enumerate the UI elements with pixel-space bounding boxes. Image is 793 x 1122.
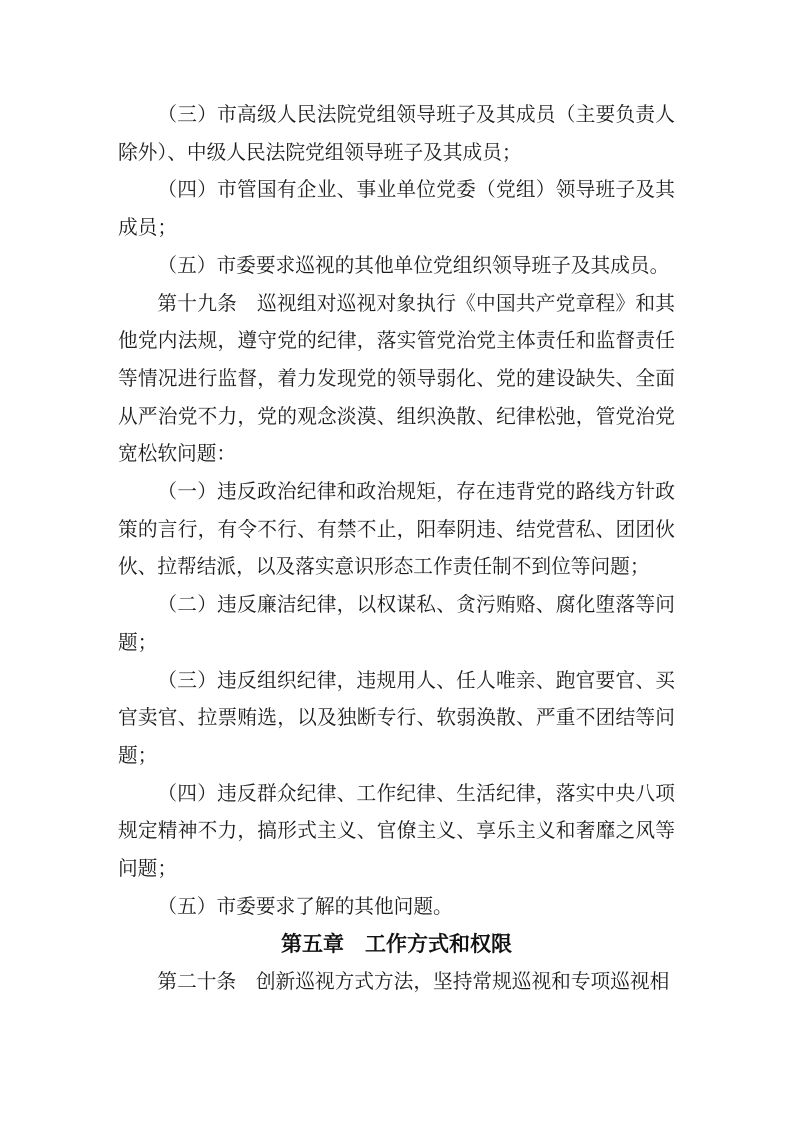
paragraph-target-other-units: （五）市委要求巡视的其他单位党组织领导班子及其成员。 [157,254,670,277]
paragraph-article-20: 第二十条 创新巡视方式方法，坚持常规巡视和专项巡视相 [157,971,670,994]
paragraph-item-4-conduct: （四）违反群众纪律、工作纪律、生活纪律，落实中央八项规定精神不力，搞形式主义、官僚主义、享乐主义和奢靡之风等问题； [118,782,675,881]
chapter-5-heading: 第五章 工作方式和权限 [281,933,512,957]
paragraph-item-5-other: （五）市委要求了解的其他问题。 [157,895,453,918]
document-text-block [118,97,675,1002]
paragraph-item-2-integrity: （二）违反廉洁纪律，以权谋私、贪污贿赂、腐化堕落等问题； [118,594,675,654]
paragraph-target-enterprises: （四）市管国有企业、事业单位党委（党组）领导班子及其成员； [118,179,675,240]
paragraph-item-3-organization: （三）违反组织纪律，违规用人、任人唯亲、跑官要官、买官卖官、拉票贿选，以及独断专行、软弱涣散、严重不团结等问题； [118,669,675,767]
paragraph-target-court: （三）市高级人民法院党组领导班子及其成员（主要负责人除外）、中级人民法院党组领导班子及其成员； [118,104,675,164]
paragraph-item-1-political: （一）违反政治纪律和政治规矩，存在违背党的路线方针政策的言行，有令不行、有禁不止，阳奉阴违、结党营私、团团伙伙、拉帮结派，以及落实意识形态工作责任制不到位等问题； [118,481,675,579]
paragraph-article-19: 第十九条 巡视组对巡视对象执行《中国共产党章程》和其他党内法规，遵守党的纪律，落实管党治党主体责任和监督责任等情况进行监督，着力发现党的领导弱化、党的建设缺失、全面从严治党不力，党的观念淡漠、组织涣散、纪律松弛，管党治党宽松软问题： [118,292,675,466]
